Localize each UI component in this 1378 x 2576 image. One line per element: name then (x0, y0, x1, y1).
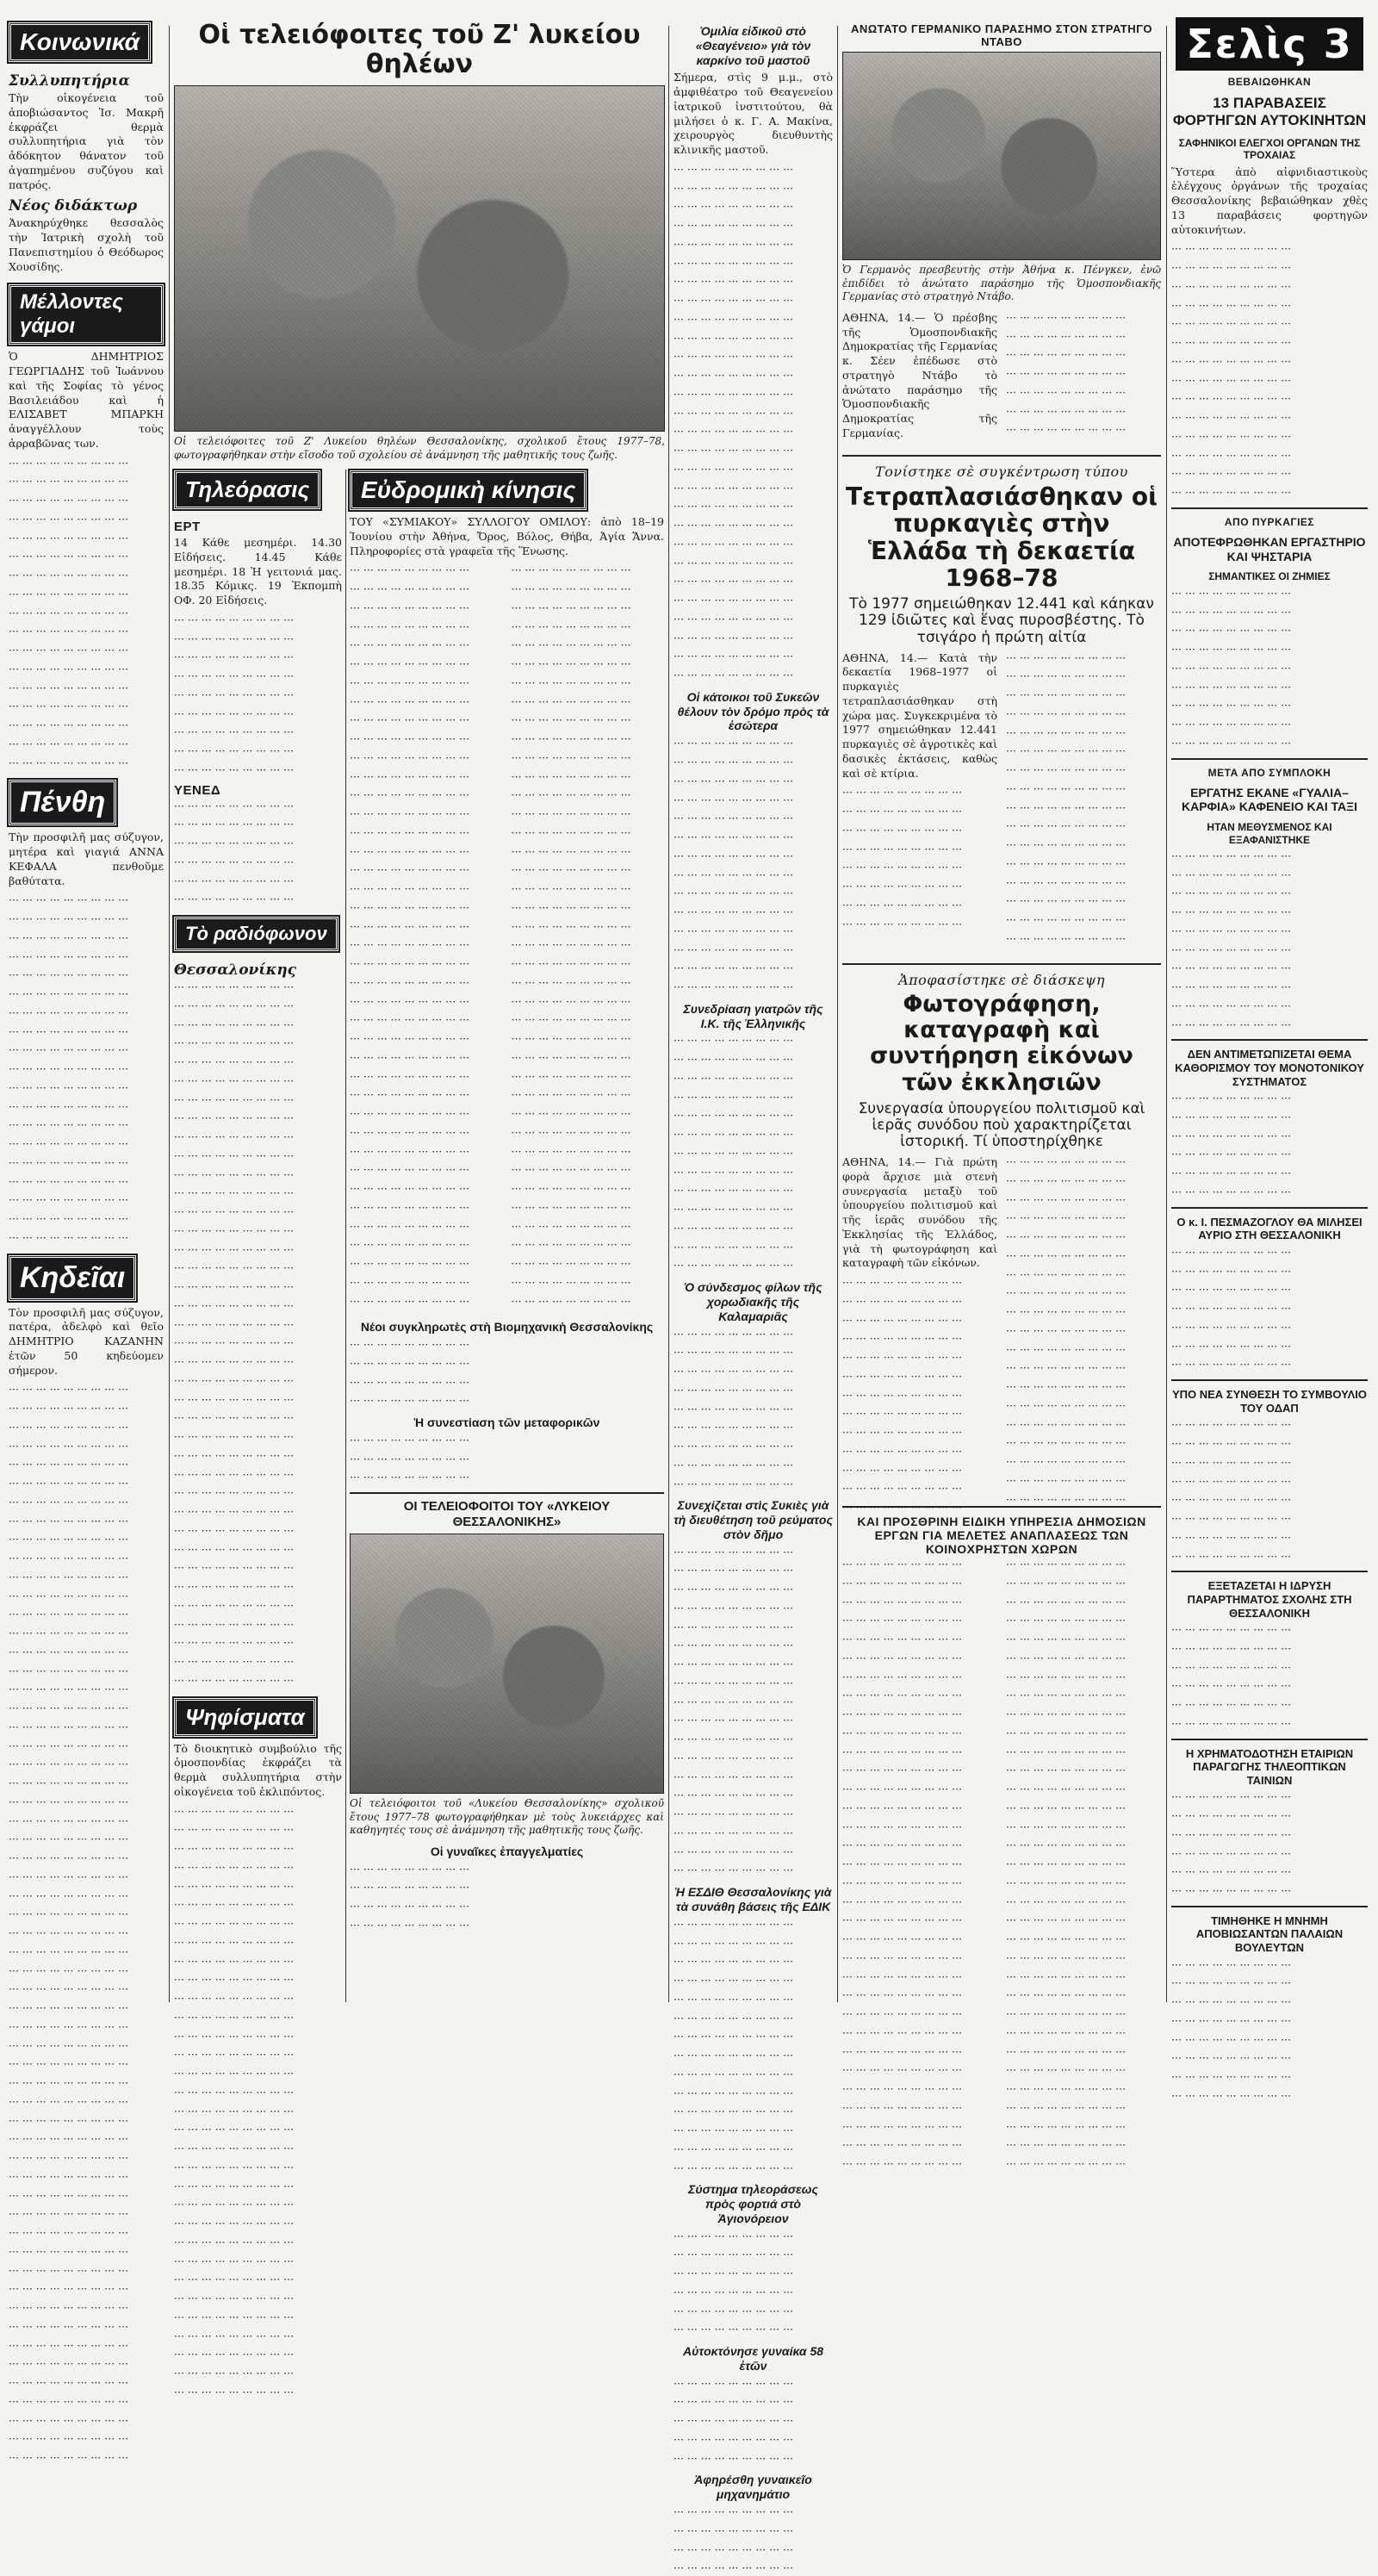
resolutions-body: ··· ··· ··· ··· ··· ··· ··· ··· ··· ··· ··· ··· ··· ··· ··· ··· ··· ··· ··· ··· ··· ··· ··· ··· ··· ··· ··· ··· ··· ··· ··· ··· ··· ··· ··· ··· ··· ··· ··· ··· ··· ··· ··· ··· ··· ··· ··· ··· ··· ··· ··· ··· ··· ··· ··· ··· ··· ··· ··· ··· ··· ··· ··· ··· ··· ··· ··· ··· ··· ··· ··· ··· ··· ··· ··· ··· ··· ··· ··· ··· ··· ··· ··· ··· ··· ··· ··· ··· ··· ··· ··· ··· ··· ··· ··· ··· ··· ··· ··· ··· ··· ··· ··· ··· ··· ··· ··· ··· ··· ··· ··· ··· ··· ··· ··· ··· ··· ··· ··· ··· ··· ··· ··· ··· ··· ··· ··· ··· ··· ··· ··· ··· ··· ··· ··· ··· ··· ··· ··· ··· ··· ··· ··· ··· ··· ··· ··· ··· ··· ··· ··· ··· ··· ··· ··· ··· ··· ··· ··· ··· ··· ··· ··· ··· ··· ··· ··· ··· ··· ··· ··· ··· ··· ··· ··· ··· ··· ··· ··· ··· ··· ··· ··· ··· ··· ··· ··· ··· ··· ··· ··· ··· ··· ··· ··· ··· ··· ··· ··· ··· ··· ··· ··· ··· ··· ··· ··· ··· ··· ··· ··· ··· ··· ··· ··· ··· ··· ··· ··· ··· ··· ··· ··· ··· ··· ··· ··· ··· ··· ··· ··· ··· ··· ··· ··· ··· ··· ··· ··· ··· ··· ··· ··· ··· ··· ··· ··· ··· ··· ··· ··· ··· ··· ··· ··· ··· ··· ··· ··· ··· ··· ··· ··· ··· ··· ··· ··· ··· ··· ··· ··· ··· ··· ··· ··· ··· ··· ··· ··· ··· ··· ··· ··· ··· ··· ··· ··· ··· (174, 1804, 295, 2399)
column-rule (1166, 26, 1167, 2002)
theft-body: ··· ··· ··· ··· ··· ··· ··· ··· ··· ··· ··· ··· ··· ··· ··· ··· ··· ··· ··· ··· ··· ··· ··· ··· ··· ··· ··· ··· ··· ··· ··· ··· ··· ··· ··· ··· (673, 2505, 794, 2575)
sykies-heading: Συνεχίζεται στὶς Συκιὲς γιὰ τὴ διευθέτηση τοῦ ρεύματος στὸν δῆμο (673, 1498, 833, 1541)
fire-body: ··· ··· ··· ··· ··· ··· ··· ··· ··· ··· ··· ··· ··· ··· ··· ··· ··· ··· ··· ··· ··· ··· ··· ··· ··· ··· ··· ··· ··· ··· ··· ··· ··· ··· ··· ··· ··· ··· ··· ··· ··· ··· ··· ··· ··· ··· ··· ··· ··· ··· ··· ··· ··· ··· ··· ··· ··· ··· ··· ··· ··· ··· ··· ··· ··· ··· ··· ··· ··· ··· ··· ··· ··· ··· ··· ··· ··· ··· ··· ··· ··· (1171, 586, 1292, 750)
school-heading: ΕΞΕΤΑΖΕΤΑΙ Η ΙΔΡΥΣΗ ΠΑΡΑΡΤΗΜΑΤΟΣ ΣΧΟΛΗΣ ΣΤΗ ΘΕΣΣΑΛΟΝΙΚΗ (1187, 1579, 1352, 1620)
right-news-column (1171, 17, 1368, 2102)
medal-photo (842, 52, 1161, 260)
public-works-story (842, 1499, 1161, 2170)
choir-heading: Ὁ σύνδεσμος φίλων τῆς χορωδιακῆς τῆς Καλαμαριᾶς (684, 1280, 822, 1323)
resolutions-text: Τὸ διοικητικὸ συμβούλιο τῆς ὁμοσπονδίας ἐκφράζει τὰ θερμὰ συλλυπητήρια στὴν οἰκογένεια τοῦ ἐκλιπόντος. (174, 1741, 342, 1798)
medal-body: ΑΘΗΝΑ, 14.— Ὁ πρέσβης τῆς Ὁμοσπονδιακῆς Δημοκρατίας τῆς Γερμανίας κ. Σέεν ἐπέδωσε στὸ στρατηγὸ Ντάβο τὸ ἀνώτατο παράσημο τῆς Ὁμοσπονδιακῆς Δημοκρατίας τῆς Γερμανίας. ··· ··· ··· ··· ··· ··· ··· ··· ··· ··· ··· ··· ··· ··· ··· ··· ··· ··· ··· ··· ··· ··· ··· ··· ··· ··· ··· ··· ··· ··· ··· ··· ··· ··· ··· ··· ··· ··· ··· ··· ··· ··· ··· ··· ··· ··· ··· ··· ··· ··· ··· ··· ··· ··· ··· ··· ··· ··· ··· ··· ··· ··· ··· (842, 310, 1127, 439)
thessaloniki-heading: Θεσσαλονίκης (174, 961, 297, 979)
fires-title: Τετραπλασιάσθηκαν οἱ πυρκαγιὲς στὴν Ἑλλάδα τὴ δεκαετία 1968–78 (846, 482, 1158, 593)
fires-body: ΑΘΗΝΑ, 14.— Κατὰ τὴν δεκαετία 1968–1977 οἱ πυρκαγιὲς τετραπλασιάσθηκαν στὴ χώρα μας. Συγκεκριμένα τὸ 1977 σημειώθηκαν 12.441 πυρκαγιὲς σὲ ἀγροτικὲς καὶ δασικὲς ἐκτάσεις, καθὼς καὶ σὲ κτίρια. ··· ··· ··· ··· ··· ··· ··· ··· ··· ··· ··· ··· ··· ··· ··· ··· ··· ··· ··· ··· ··· ··· ··· ··· ··· ··· ··· ··· ··· ··· ··· ··· ··· ··· ··· ··· ··· ··· ··· ··· ··· ··· ··· ··· ··· ··· ··· ··· ··· ··· ··· ··· ··· ··· ··· ··· ··· ··· ··· ··· ··· ··· ··· ··· ··· ··· ··· ··· ··· ··· ··· ··· ··· ··· ··· ··· ··· ··· ··· ··· ··· ··· ··· ··· ··· ··· ··· ··· ··· ··· ··· ··· ··· ··· ··· ··· ··· ··· ··· ··· ··· ··· ··· ··· ··· ··· ··· ··· ··· ··· ··· ··· ··· ··· ··· ··· ··· ··· ··· ··· ··· ··· ··· ··· ··· ··· ··· ··· ··· ··· ··· ··· ··· ··· ··· ··· ··· ··· ··· ··· ··· ··· ··· ··· ··· ··· ··· ··· ··· ··· ··· ··· ··· ··· ··· ··· ··· ··· ··· ··· ··· ··· ··· ··· ··· ··· ··· ··· ··· ··· ··· ··· ··· ··· ··· ··· ··· ··· ··· ··· ··· ··· ··· ··· ··· ··· ··· ··· ··· ··· ··· ··· ··· ··· ··· ··· ··· ··· ··· ··· ··· ··· ··· ··· ··· ··· ··· ··· ··· ··· ··· ··· ··· ··· ··· ··· (842, 650, 1127, 945)
icons-text: ΑΘΗΝΑ, 14.— Γιὰ πρώτη φορὰ ἄρχισε μιὰ στενὴ συνεργασία μεταξὺ τοῦ ὑπουργείου πολιτισμοῦ καὶ τῆς ἱερᾶς συνόδου τῆς Ἐκκλησίας τῆς Ἑλλάδος, γιὰ τὴ φωτογράφηση καὶ καταγραφὴ τῶν εἰκόνων. (842, 1155, 997, 1270)
excursions-header: Εὐδρομικὴ κίνησις (350, 470, 587, 510)
trucks-body: ··· ··· ··· ··· ··· ··· ··· ··· ··· ··· ··· ··· ··· ··· ··· ··· ··· ··· ··· ··· ··· ··· ··· ··· ··· ··· ··· ··· ··· ··· ··· ··· ··· ··· ··· ··· ··· ··· ··· ··· ··· ··· ··· ··· ··· ··· ··· ··· ··· ··· ··· ··· ··· ··· ··· ··· ··· ··· ··· ··· ··· ··· ··· ··· ··· ··· ··· ··· ··· ··· ··· ··· ··· ··· ··· ··· ··· ··· ··· ··· ··· ··· ··· ··· ··· ··· ··· ··· ··· ··· ··· ··· ··· ··· ··· ··· ··· ··· ··· ··· ··· ··· ··· ··· ··· ··· ··· ··· ··· ··· ··· ··· ··· ··· ··· ··· ··· ··· ··· ··· ··· ··· ··· ··· ··· ··· (1171, 242, 1292, 500)
yened-heading: ΥΕΝΕΔ (174, 782, 221, 798)
odap-body: ··· ··· ··· ··· ··· ··· ··· ··· ··· ··· ··· ··· ··· ··· ··· ··· ··· ··· ··· ··· ··· ··· ··· ··· ··· ··· ··· ··· ··· ··· ··· ··· ··· ··· ··· ··· ··· ··· ··· ··· ··· ··· ··· ··· ··· ··· ··· ··· ··· ··· ··· ··· ··· ··· ··· ··· ··· ··· ··· ··· ··· ··· ··· ··· ··· ··· ··· ··· ··· ··· ··· ··· (1171, 1418, 1292, 1563)
transport-heading: Ἡ συνεστίαση τῶν μεταφορικῶν (413, 1416, 600, 1430)
industry-body: ··· ··· ··· ··· ··· ··· ··· ··· ··· ··· ··· ··· ··· ··· ··· ··· ··· ··· ··· ··· ··· ··· ··· ··· ··· ··· ··· ··· ··· ··· ··· ··· ··· ··· ··· ··· (350, 1338, 470, 1408)
industry-heading: Νέοι συγκληρωτὲς στὴ Βιομηχανικὴ Θεσσαλονίκης (360, 1320, 654, 1335)
ert-body: ··· ··· ··· ··· ··· ··· ··· ··· ··· ··· ··· ··· ··· ··· ··· ··· ··· ··· ··· ··· ··· ··· ··· ··· ··· ··· ··· ··· ··· ··· ··· ··· ··· ··· ··· ··· ··· ··· ··· ··· ··· ··· ··· ··· ··· ··· ··· ··· ··· ··· ··· ··· ··· ··· ··· ··· ··· ··· ··· ··· ··· ··· ··· ··· ··· ··· ··· ··· ··· ··· ··· ··· ··· ··· ··· ··· ··· ··· ··· ··· ··· (174, 613, 295, 776)
monotonic-heading: ΔΕΝ ΑΝΤΙΜΕΤΩΠΙΖΕΤΑΙ ΘΕΜΑ ΚΑΘΟΡΙΣΜΟΥ ΤΟΥ ΜΟΝΟΤΟΝΙΚΟΥ ΣΥΣΤΗΜΑΤΟΣ (1175, 1048, 1364, 1088)
monotonic-body: ··· ··· ··· ··· ··· ··· ··· ··· ··· ··· ··· ··· ··· ··· ··· ··· ··· ··· ··· ··· ··· ··· ··· ··· ··· ··· ··· ··· ··· ··· ··· ··· ··· ··· ··· ··· ··· ··· ··· ··· ··· ··· ··· ··· ··· ··· ··· ··· ··· ··· ··· ··· ··· ··· (1171, 1092, 1292, 1198)
icons-body: ΑΘΗΝΑ, 14.— Γιὰ πρώτη φορὰ ἄρχισε μιὰ στενὴ συνεργασία μεταξὺ τοῦ ὑπουργείου πολιτισμοῦ καὶ τῆς ἱερᾶς συνόδου τῆς Ἐκκλησίας τῆς Ἑλλάδος, γιὰ τὴ φωτογράφηση καὶ καταγραφὴ τῶν εἰκόνων. ··· ··· ··· ··· ··· ··· ··· ··· ··· ··· ··· ··· ··· ··· ··· ··· ··· ··· ··· ··· ··· ··· ··· ··· ··· ··· ··· ··· ··· ··· ··· ··· ··· ··· ··· ··· ··· ··· ··· ··· ··· ··· ··· ··· ··· ··· ··· ··· ··· ··· ··· ··· ··· ··· ··· ··· ··· ··· ··· ··· ··· ··· ··· ··· ··· ··· ··· ··· ··· ··· ··· ··· ··· ··· ··· ··· ··· ··· ··· ··· ··· ··· ··· ··· ··· ··· ··· ··· ··· ··· ··· ··· ··· ··· ··· ··· ··· ··· ··· ··· ··· ··· ··· ··· ··· ··· ··· ··· ··· ··· ··· ··· ··· ··· ··· ··· ··· ··· ··· ··· ··· ··· ··· ··· ··· ··· ··· ··· ··· ··· ··· ··· ··· ··· ··· ··· ··· ··· ··· ··· ··· ··· ··· ··· ··· ··· ··· ··· ··· ··· ··· ··· ··· ··· ··· ··· ··· ··· ··· ··· ··· ··· ··· ··· ··· ··· ··· ··· ··· ··· ··· ··· ··· ··· ··· ··· ··· ··· ··· ··· ··· ··· ··· ··· ··· ··· ··· ··· ··· ··· ··· ··· ··· ··· ··· ··· ··· ··· ··· ··· ··· ··· ··· ··· ··· ··· ··· ··· ··· ··· ··· ··· ··· ··· ··· ··· ··· ··· ··· ··· ··· ··· ··· ··· ··· ··· ··· ··· ··· ··· ··· ··· ··· ··· ··· ··· ··· ··· ··· ··· ··· ··· ··· ··· ··· ··· ··· ··· ··· ··· ··· ··· ··· ··· ··· ··· ··· ··· ··· ··· ··· ··· ··· ··· ··· ··· ··· ··· ··· ··· ··· ··· ··· ··· ··· ··· ··· ··· ··· (842, 1155, 1127, 1506)
lecture-text: Σήμερα, στὶς 9 μ.μ., στὸ ἀμφιθέατρο τοῦ Θεαγενείου ἰατρικοῦ ἰνστιτούτου, θὰ μιλήσει ὁ κ. Γ. Α. Μακίνα, χειρουργὸς διευθυντὴς κλινικῆς μαστοῦ. (673, 71, 833, 157)
new-doctor-text: Ἀνακηρύχθηκε θεσσαλὸς τὴν Ἰατρικὴ σχολὴ τοῦ Πανεπιστημίου ὁ Θεόδωρος Χουσίδης. (9, 216, 164, 273)
funerals-text: Τὸν προσφιλῆ μας σύζυγον, πατέρα, ἀδελφὸ καὶ θεῖο ΔΗΜΗΤΡΙΟ ΚΑΖΑΝΗΝ ἐτῶν 50 κηδεύομεν σήμερον. (9, 1305, 164, 1377)
column-rule (345, 470, 346, 2002)
sykies-body: ··· ··· ··· ··· ··· ··· ··· ··· ··· ··· ··· ··· ··· ··· ··· ··· ··· ··· ··· ··· ··· ··· ··· ··· ··· ··· ··· ··· ··· ··· ··· ··· ··· ··· ··· ··· ··· ··· ··· ··· ··· ··· ··· ··· ··· ··· ··· ··· ··· ··· ··· ··· ··· ··· ··· ··· ··· ··· ··· ··· ··· ··· ··· ··· ··· ··· ··· ··· ··· ··· ··· ··· ··· ··· ··· ··· ··· ··· ··· ··· ··· ··· ··· ··· ··· ··· ··· ··· ··· ··· ··· ··· ··· ··· ··· ··· ··· ··· ··· ··· ··· ··· ··· ··· ··· ··· ··· ··· ··· ··· ··· ··· ··· ··· ··· ··· ··· ··· ··· ··· ··· ··· ··· ··· ··· ··· ··· ··· ··· ··· ··· ··· ··· ··· ··· ··· ··· ··· ··· ··· ··· ··· ··· ··· ··· ··· ··· ··· ··· ··· ··· ··· ··· ··· ··· ··· ··· ··· ··· ··· ··· ··· (673, 1545, 794, 1877)
ert-text: 14 Κάθε μεσημέρι. 14.30 Εἰδήσεις. 14.45 Κάθε μεσημέρι. 18 Ἡ γειτονιά μας. 18.35 Κόμικς. 19 Ἐκπομπὴ ΟΦ. 20 Εἰδήσεις. (174, 536, 342, 607)
weddings-header: Μέλλοντες γάμοι (9, 284, 164, 345)
trucks-text: Ὕστερα ἀπὸ αἰφνιδιαστικοὺς ἐλέγχους ὀργάνων τῆς τροχαίας Θεσσαλονίκης βεβαιώθηκαν χθὲς 13 παραβάσεις φορτηγῶν αὐτοκινήτων. (1171, 165, 1368, 236)
lyceum-heading: ΟΙ ΤΕΛΕΙΟΦΟΙΤΟΙ ΤΟΥ «ΛΥΚΕΙΟΥ ΘΕΣΣΑΛΟΝΙΚΗΣ» (350, 1492, 664, 1530)
german-medal-story (842, 17, 1161, 448)
lead-caption: Οἱ τελειόφοιτες τοῦ Ζ' Λυκείου θηλέων Θεσσαλονίκης, σχολικοῦ ἔτους 1977–78, φωτογραφήθηκαν στὴν εἴσοδο τοῦ σχολείου σὲ ἀνάμνηση τῆς μαθητικῆς τους ζωῆς. (174, 435, 665, 461)
residents-body: ··· ··· ··· ··· ··· ··· ··· ··· ··· ··· ··· ··· ··· ··· ··· ··· ··· ··· ··· ··· ··· ··· ··· ··· ··· ··· ··· ··· ··· ··· ··· ··· ··· ··· ··· ··· ··· ··· ··· ··· ··· ··· ··· ··· ··· ··· ··· ··· ··· ··· ··· ··· ··· ··· ··· ··· ··· ··· ··· ··· ··· ··· ··· ··· ··· ··· ··· ··· ··· ··· ··· ··· ··· ··· ··· ··· ··· ··· ··· ··· ··· ··· ··· ··· ··· ··· ··· ··· ··· ··· ··· ··· ··· ··· ··· ··· ··· ··· ··· ··· ··· ··· ··· ··· ··· ··· ··· ··· ··· ··· ··· ··· ··· ··· ··· ··· ··· ··· ··· ··· ··· ··· ··· ··· ··· ··· (673, 737, 794, 994)
brawl-heading: ΕΡΓΑΤΗΣ ΕΚΑΝΕ «ΓΥΑΛΙΑ–ΚΑΡΦΙΑ» ΚΑΦΕΝΕΙΟ ΚΑΙ ΤΑΞΙ (1181, 785, 1358, 814)
brawl-kicker: ΜΕΤΑ ΑΠΟ ΣΥΜΠΛΟΚΗ (1207, 766, 1331, 779)
tv-radio-column (174, 465, 342, 2399)
lecture-heading: Ὁμιλία εἰδικοῦ στὸ «Θεαγένειο» γιὰ τὸν καρκίνο τοῦ μαστοῦ (695, 24, 811, 67)
condolences-heading: Συλλυπητήρια (9, 72, 130, 90)
pesmazoglou-body: ··· ··· ··· ··· ··· ··· ··· ··· ··· ··· ··· ··· ··· ··· ··· ··· ··· ··· ··· ··· ··· ··· ··· ··· ··· ··· ··· ··· ··· ··· ··· ··· ··· ··· ··· ··· ··· ··· ··· ··· ··· ··· ··· ··· ··· ··· ··· ··· ··· ··· ··· ··· ··· ··· ··· ··· ··· ··· ··· ··· ··· ··· ··· (1171, 1245, 1292, 1372)
medal-banner: ΑΝΩΤΑΤΟ ΓΕΡΜΑΝΙΚΟ ΠΑΡΑΣΗΜΟ ΣΤΟΝ ΣΤΡΑΤΗΓΟ ΝΤΑΒΟ (850, 22, 1153, 48)
fires-story (842, 448, 1161, 948)
trucks-heading: 13 ΠΑΡΑΒΑΣΕΙΣ ΦΟΡΤΗΓΩΝ ΑΥΤΟΚΙΝΗΤΩΝ (1172, 95, 1367, 129)
tv-system-heading: Σύστημα τηλεοράσεως πρὸς φορτιά στὸ Ἀγιονόρειον (688, 2182, 818, 2225)
brawl-body: ··· ··· ··· ··· ··· ··· ··· ··· ··· ··· ··· ··· ··· ··· ··· ··· ··· ··· ··· ··· ··· ··· ··· ··· ··· ··· ··· ··· ··· ··· ··· ··· ··· ··· ··· ··· ··· ··· ··· ··· ··· ··· ··· ··· ··· ··· ··· ··· ··· ··· ··· ··· ··· ··· ··· ··· ··· ··· ··· ··· ··· ··· ··· ··· ··· ··· ··· ··· ··· ··· ··· ··· ··· ··· ··· ··· ··· ··· ··· ··· ··· ··· ··· ··· ··· ··· ··· ··· ··· ··· (1171, 849, 1292, 1031)
icons-title: Φωτογράφηση, καταγραφὴ καὶ συντήρηση εἰκόνων τῶν ἐκκλησιῶν (870, 991, 1133, 1096)
yened-body: ··· ··· ··· ··· ··· ··· ··· ··· ··· ··· ··· ··· ··· ··· ··· ··· ··· ··· ··· ··· ··· ··· ··· ··· ··· ··· ··· ··· ··· ··· ··· ··· ··· ··· ··· ··· ··· ··· ··· ··· ··· ··· ··· ··· ··· ··· ··· ··· ··· ··· ··· ··· ··· ··· (174, 799, 295, 906)
fires-text: ΑΘΗΝΑ, 14.— Κατὰ τὴν δεκαετία 1968–1977 οἱ πυρκαγιὲς τετραπλασιάσθηκαν στὴ χώρα μας. Συγκεκριμένα τὸ 1977 σημειώθηκαν 12.441 πυρκαγιὲς σὲ ἀγροτικὲς καὶ δασικὲς ἐκτάσεις, καθὼς καὶ σὲ κτίρια. (842, 650, 997, 780)
lead-photo (174, 85, 665, 432)
lead-title: Οἱ τελειόφοιτες τοῦ Ζ' λυκείου θηλέων (198, 20, 641, 79)
radio-header: Τὸ ραδιόφωνον (174, 917, 338, 951)
funerals-body: ··· ··· ··· ··· ··· ··· ··· ··· ··· ··· ··· ··· ··· ··· ··· ··· ··· ··· ··· ··· ··· ··· ··· ··· ··· ··· ··· ··· ··· ··· ··· ··· ··· ··· ··· ··· ··· ··· ··· ··· ··· ··· ··· ··· ··· ··· ··· ··· ··· ··· ··· ··· ··· ··· ··· ··· ··· ··· ··· ··· ··· ··· ··· ··· ··· ··· ··· ··· ··· ··· ··· ··· ··· ··· ··· ··· ··· ··· ··· ··· ··· ··· ··· ··· ··· ··· ··· ··· ··· ··· ··· ··· ··· ··· ··· ··· ··· ··· ··· ··· ··· ··· ··· ··· ··· ··· ··· ··· ··· ··· ··· ··· ··· ··· ··· ··· ··· ··· ··· ··· ··· ··· ··· ··· ··· ··· ··· ··· ··· ··· ··· ··· ··· ··· ··· ··· ··· ··· ··· ··· ··· ··· ··· ··· ··· ··· ··· ··· ··· ··· ··· ··· ··· ··· ··· ··· ··· ··· ··· ··· ··· ··· ··· ··· ··· ··· ··· ··· ··· ··· ··· ··· ··· ··· ··· ··· ··· ··· ··· ··· ··· ··· ··· ··· ··· ··· ··· ··· ··· ··· ··· ··· ··· ··· ··· ··· ··· ··· ··· ··· ··· ··· ··· ··· ··· ··· ··· ··· ··· ··· ··· ··· ··· ··· ··· ··· ··· ··· ··· ··· ··· ··· ··· ··· ··· ··· ··· ··· ··· ··· ··· ··· ··· ··· ··· ··· ··· ··· ··· ··· ··· ··· ··· ··· ··· ··· ··· ··· ··· ··· ··· ··· ··· ··· ··· ··· ··· ··· ··· ··· ··· ··· ··· ··· ··· ··· ··· ··· ··· ··· ··· ··· ··· ··· ··· ··· ··· ··· ··· ··· ··· ··· ··· ··· ··· ··· ··· ··· ··· ··· ··· ··· ··· ··· ··· ··· ··· ··· ··· ··· ··· ··· ··· ··· ··· ··· ··· ··· ··· ··· ··· ··· ··· ··· ··· ··· ··· ··· ··· ··· ··· ··· ··· ··· ··· ··· ··· ··· ··· ··· ··· ··· ··· ··· ··· ··· ··· ··· ··· ··· ··· ··· ··· ··· ··· ··· ··· ··· ··· ··· ··· ··· ··· ··· ··· ··· ··· ··· ··· ··· ··· ··· ··· ··· ··· ··· ··· ··· ··· ··· ··· ··· ··· ··· ··· ··· ··· ··· ··· ··· ··· ··· ··· ··· ··· ··· ··· ··· ··· ··· ··· ··· ··· ··· ··· ··· ··· ··· ··· ··· ··· ··· ··· ··· ··· ··· ··· ··· ··· ··· ··· ··· ··· ··· ··· ··· ··· ··· ··· ··· ··· ··· ··· ··· ··· ··· ··· ··· ··· ··· ··· ··· ··· ··· ··· ··· ··· ··· ··· ··· ··· ··· ··· ··· ··· ··· ··· ··· ··· ··· ··· ··· ··· ··· ··· ··· ··· ··· ··· ··· ··· ··· ··· ··· ··· ··· ··· ··· ··· ··· ··· ··· ··· ··· ··· ··· ··· ··· ··· ··· ··· ··· ··· ··· ··· ··· ··· ··· ··· ··· ··· ··· ··· ··· ··· ··· ··· ··· ··· ··· ··· ··· ··· ··· ··· ··· ··· ··· ··· ··· ··· ··· ··· ··· ··· ··· ··· ··· ··· ··· ··· ··· (9, 1383, 129, 2464)
theft-heading: Ἀφηρέσθη γυναικεῖο μηχανημάτιο (694, 2473, 812, 2502)
radio-body: ··· ··· ··· ··· ··· ··· ··· ··· ··· ··· ··· ··· ··· ··· ··· ··· ··· ··· ··· ··· ··· ··· ··· ··· ··· ··· ··· ··· ··· ··· ··· ··· ··· ··· ··· ··· ··· ··· ··· ··· ··· ··· ··· ··· ··· ··· ··· ··· ··· ··· ··· ··· ··· ··· ··· ··· ··· ··· ··· ··· ··· ··· ··· ··· ··· ··· ··· ··· ··· ··· ··· ··· ··· ··· ··· ··· ··· ··· ··· ··· ··· ··· ··· ··· ··· ··· ··· ··· ··· ··· ··· ··· ··· ··· ··· ··· ··· ··· ··· ··· ··· ··· ··· ··· ··· ··· ··· ··· ··· ··· ··· ··· ··· ··· ··· ··· ··· ··· ··· ··· ··· ··· ··· ··· ··· ··· ··· ··· ··· ··· ··· ··· ··· ··· ··· ··· ··· ··· ··· ··· ··· ··· ··· ··· ··· ··· ··· ··· ··· ··· ··· ··· ··· ··· ··· ··· ··· ··· ··· ··· ··· ··· ··· ··· ··· ··· ··· ··· ··· ··· ··· ··· ··· ··· ··· ··· ··· ··· ··· ··· ··· ··· ··· ··· ··· ··· ··· ··· ··· ··· ··· ··· ··· ··· ··· ··· ··· ··· ··· ··· ··· ··· ··· ··· ··· ··· ··· ··· ··· ··· ··· ··· ··· ··· ··· ··· ··· ··· ··· ··· ··· ··· ··· ··· ··· ··· ··· ··· ··· ··· ··· ··· ··· ··· ··· ··· ··· ··· ··· ··· ··· ··· ··· ··· ··· ··· ··· ··· ··· ··· ··· ··· ··· ··· ··· ··· ··· ··· ··· ··· ··· ··· ··· ··· ··· ··· ··· ··· ··· ··· ··· ··· ··· ··· ··· ··· ··· ··· ··· ··· ··· ··· ··· ··· ··· ··· ··· ··· ··· ··· ··· ··· ··· ··· ··· ··· ··· ··· ··· ··· ··· ··· ··· ··· ··· ··· ··· ··· ··· ··· ··· ··· ··· ··· ··· ··· ··· ··· ··· ··· ··· ··· ··· ··· ··· ··· ··· ··· ··· ··· ··· ··· ··· ··· ··· ··· ··· ··· ··· ··· ··· ··· (174, 980, 295, 1687)
films-body: ··· ··· ··· ··· ··· ··· ··· ··· ··· ··· ··· ··· ··· ··· ··· ··· ··· ··· ··· ··· ··· ··· ··· ··· ··· ··· ··· ··· ··· ··· ··· ··· ··· ··· ··· ··· ··· ··· ··· ··· ··· ··· ··· ··· ··· ··· ··· ··· ··· ··· ··· ··· ··· ··· (1171, 1790, 1292, 1898)
suicide-heading: Αὐτοκτόνησε γυναίκα 58 ἐτῶν (682, 2344, 824, 2373)
excursions-body: ··· ··· ··· ··· ··· ··· ··· ··· ··· ··· ··· ··· ··· ··· ··· ··· ··· ··· ··· ··· ··· ··· ··· ··· ··· ··· ··· ··· ··· ··· ··· ··· ··· ··· ··· ··· ··· ··· ··· ··· ··· ··· ··· ··· ··· ··· ··· ··· ··· ··· ··· ··· ··· ··· ··· ··· ··· ··· ··· ··· ··· ··· ··· ··· ··· ··· ··· ··· ··· ··· ··· ··· ··· ··· ··· ··· ··· ··· ··· ··· ··· ··· ··· ··· ··· ··· ··· ··· ··· ··· ··· ··· ··· ··· ··· ··· ··· ··· ··· ··· ··· ··· ··· ··· ··· ··· ··· ··· ··· ··· ··· ··· ··· ··· ··· ··· ··· ··· ··· ··· ··· ··· ··· ··· ··· ··· ··· ··· ··· ··· ··· ··· ··· ··· ··· ··· ··· ··· ··· ··· ··· ··· ··· ··· ··· ··· ··· ··· ··· ··· ··· ··· ··· ··· ··· ··· ··· ··· ··· ··· ··· ··· ··· ··· ··· ··· ··· ··· ··· ··· ··· ··· ··· ··· ··· ··· ··· ··· ··· ··· ··· ··· ··· ··· ··· ··· ··· ··· ··· ··· ··· ··· ··· ··· ··· ··· ··· ··· ··· ··· ··· ··· ··· ··· ··· ··· ··· ··· ··· ··· ··· ··· ··· ··· ··· ··· ··· ··· ··· ··· ··· ··· ··· ··· ··· ··· ··· ··· ··· ··· ··· ··· ··· ··· ··· ··· ··· ··· ··· ··· ··· ··· ··· ··· ··· ··· ··· ··· ··· ··· ··· ··· ··· ··· ··· ··· ··· ··· ··· ··· ··· ··· ··· ··· ··· ··· ··· ··· ··· ··· ··· ··· ··· ··· ··· ··· ··· ··· ··· ··· ··· ··· ··· ··· ··· ··· ··· ··· ··· ··· ··· ··· ··· ··· ··· ··· ··· ··· ··· ··· ··· ··· ··· ··· ··· ··· ··· ··· ··· ··· ··· ··· ··· ··· ··· ··· ··· ··· ··· ··· ··· ··· ··· ··· ··· ··· ··· ··· ··· ··· ··· ··· ··· ··· ··· ··· ··· ··· ··· ··· ··· ··· ··· ··· ··· ··· ··· ··· ··· ··· ··· ··· ··· ··· ··· ··· ··· ··· ··· ··· ··· ··· ··· ··· ··· ··· ··· ··· ··· ··· ··· ··· ··· ··· ··· ··· ··· ··· ··· ··· ··· ··· ··· ··· ··· ··· ··· ··· ··· ··· ··· ··· ··· ··· ··· ··· ··· ··· ··· ··· ··· ··· ··· ··· ··· ··· ··· ··· ··· ··· ··· ··· ··· ··· ··· ··· ··· ··· ··· ··· ··· ··· ··· ··· ··· ··· ··· ··· ··· ··· ··· ··· ··· ··· ··· ··· ··· ··· ··· ··· ··· ··· ··· ··· ··· ··· ··· ··· ··· ··· ··· ··· ··· ··· ··· ··· ··· ··· ··· ··· ··· ··· ··· ··· ··· ··· ··· ··· ··· ··· ··· ··· ··· ··· ··· ··· ··· ··· ··· ··· ··· ··· ··· ··· ··· ··· ··· ··· ··· ··· ··· ··· ··· ··· ··· ··· ··· ··· ··· ··· ··· ··· ··· ··· ··· ··· ··· ··· ··· ··· ··· ··· ··· ··· ··· ··· ··· ··· ··· ··· ··· ··· ··· ··· ··· ··· ··· ··· ··· ··· ··· ··· ··· ··· ··· ··· ··· ··· ··· ··· ··· ··· ··· ··· ··· ··· ··· ··· ··· ··· ··· ··· ··· ··· ··· ··· ··· ··· ··· ··· ··· ··· ··· ··· ··· ··· ··· ··· ··· ··· ··· ··· ··· ··· ··· ··· ··· ··· ··· ··· ··· ··· ··· ··· ··· ··· ··· ··· ··· ··· ··· ··· ··· ··· ··· ··· ··· ··· ··· ··· ··· ··· ··· ··· ··· ··· ··· ··· ··· ··· ··· ··· ··· ··· ··· ··· ··· ··· ··· ··· ··· ··· ··· ··· ··· ··· ··· ··· ··· ··· ··· ··· ··· ··· ··· ··· ··· ··· ··· ··· ··· ··· ··· ··· ··· ··· ··· ··· ··· ··· ··· ··· ··· ··· ··· ··· ··· ··· ··· ··· ··· ··· ··· ··· ··· ··· ··· ··· ··· ··· ··· ··· ··· ··· ··· ··· ··· ··· ··· ··· ··· ··· ··· ··· ··· ··· ··· ··· ··· ··· ··· ··· ··· ··· ··· ··· ··· ··· ··· ··· ··· ··· ··· ··· ··· ··· ··· ··· ··· ··· ··· ··· ··· ··· ··· ··· ··· ··· ··· ··· (350, 563, 631, 1308)
column-rule (169, 26, 170, 2002)
brawl-subheading: ΗΤΑΝ ΜΕΘΥΣΜΕΝΟΣ ΚΑΙ ΕΞΑΦΑΝΙΣΤΗΚΕ (1207, 821, 1332, 846)
page-number-logo: Σελὶς 3 (1176, 17, 1362, 71)
medal-caption: Ὁ Γερμανὸς πρεσβευτὴς στὴν Ἀθήνα κ. Πένγκεν, ἐνῶ ἐπιδίδει τὸ ἀνώτατο παράσημο τῆς Ὁμοσπονδιακῆς Γερμανίας στὸ στρατηγὸ Ντάβο. (842, 264, 1161, 303)
fire-heading: ΑΠΟΤΕΦΡΩΘΗΚΑΝ ΕΡΓΑΣΤΗΡΙΟ ΚΑΙ ΨΗΣΤΑΡΙΑ (1173, 534, 1366, 563)
new-doctor-heading: Νέος διδάκτωρ (9, 197, 138, 215)
fires-kicker: Τονίστηκε σὲ συγκέντρωση τύπου (875, 464, 1128, 480)
weddings-text: Ὁ ΔΗΜΗΤΡΙΟΣ ΓΕΩΡΓΙΑΔΗΣ τοῦ Ἰωάννου καὶ τῆς Σοφίας τὸ γένος Βασιλειάδου καὶ ἡ ΕΛΙΣΑΒΕΤ ΜΠΑΡΚΗ ἀναγγέλλουν τοὺς ἀρραβῶνας των. (9, 350, 164, 450)
lead-photo-story (174, 17, 665, 465)
fires-subtitle: Τὸ 1977 σημειώθηκαν 12.441 καὶ κάηκαν 129 ἰδιῶτες καὶ ἕνας πυροσβέστης. Τὸ τσιγάρο ἡ πρώτη αἰτία (849, 595, 1154, 646)
excursions-text: ΤΟΥ «ΣΥΜΙΑΚΟΥ» ΣΥΛΛΟΓΟΥ ΟΜΙΛΟΥ: ἀπὸ 18–19 Ἰουνίου στὴν Ἀθήνα, Ὄρος, Βόλος, Θήβα, Ἀγία Ἄννα. Πληροφορίες στὰ γραφεῖα τῆς Ἕνωσης. (350, 515, 664, 557)
mourning-text: Τὴν προσφιλῆ μας σύζυγον, μητέρα καὶ γιαγιά ΑΝΝΑ ΚΕΦΑΛΑ πενθοῦμε βαθύτατα. (9, 831, 164, 887)
odap-heading: ΥΠΟ ΝΕΑ ΣΥΝΘΕΣΗ ΤΟ ΣΥΜΒΟΥΛΙΟ ΤΟΥ ΟΔΑΠ (1171, 1388, 1368, 1415)
icons-story (842, 956, 1161, 1506)
medal-text: ΑΘΗΝΑ, 14.— Ὁ πρέσβης τῆς Ὁμοσπονδιακῆς Δημοκρατίας τῆς Γερμανίας κ. Σέεν ἐπέδωσε στὸ στρατηγὸ Ντάβο τὸ ἀνώτατο παράσημο τῆς Ὁμοσπονδιακῆς Δημοκρατίας τῆς Γερμανίας. (842, 310, 997, 439)
choir-body: ··· ··· ··· ··· ··· ··· ··· ··· ··· ··· ··· ··· ··· ··· ··· ··· ··· ··· ··· ··· ··· ··· ··· ··· ··· ··· ··· ··· ··· ··· ··· ··· ··· ··· ··· ··· ··· ··· ··· ··· ··· ··· ··· ··· ··· ··· ··· ··· ··· ··· ··· ··· ··· ··· ··· ··· ··· ··· ··· ··· ··· ··· ··· ··· ··· ··· ··· ··· ··· ··· ··· ··· ··· ··· ··· ··· ··· ··· ··· ··· ··· (673, 1327, 794, 1490)
esdith-body: ··· ··· ··· ··· ··· ··· ··· ··· ··· ··· ··· ··· ··· ··· ··· ··· ··· ··· ··· ··· ··· ··· ··· ··· ··· ··· ··· ··· ··· ··· ··· ··· ··· ··· ··· ··· ··· ··· ··· ··· ··· ··· ··· ··· ··· ··· ··· ··· ··· ··· ··· ··· ··· ··· ··· ··· ··· ··· ··· ··· ··· ··· ··· ··· ··· ··· ··· ··· ··· ··· ··· ··· ··· ··· ··· ··· ··· ··· ··· ··· ··· ··· ··· ··· ··· ··· ··· ··· ··· ··· ··· ··· ··· ··· ··· ··· ··· ··· ··· ··· ··· ··· ··· ··· ··· ··· ··· ··· ··· ··· ··· ··· ··· ··· ··· ··· ··· ··· ··· ··· ··· ··· ··· ··· ··· ··· (673, 1917, 794, 2175)
fire-subheading: ΣΗΜΑΝΤΙΚΕΣ ΟΙ ΖΗΜΙΕΣ (1208, 570, 1331, 583)
icons-subtitle: Συνεργασία ὑπουργείου πολιτισμοῦ καὶ ἱερᾶς συνόδου ποὺ χαρακτηρίζεται ἱστορική. Τί ὑποστηρίχθηκε (858, 1099, 1145, 1150)
mourning-header: Πένθη (9, 780, 116, 825)
social-header: Κοινωνικά (9, 22, 151, 62)
funerals-header: Κηδεῖαι (9, 1255, 136, 1301)
mourning-body: ··· ··· ··· ··· ··· ··· ··· ··· ··· ··· ··· ··· ··· ··· ··· ··· ··· ··· ··· ··· ··· ··· ··· ··· ··· ··· ··· ··· ··· ··· ··· ··· ··· ··· ··· ··· ··· ··· ··· ··· ··· ··· ··· ··· ··· ··· ··· ··· ··· ··· ··· ··· ··· ··· ··· ··· ··· ··· ··· ··· ··· ··· ··· ··· ··· ··· ··· ··· ··· ··· ··· ··· ··· ··· ··· ··· ··· ··· ··· ··· ··· ··· ··· ··· ··· ··· ··· ··· ··· ··· ··· ··· ··· ··· ··· ··· ··· ··· ··· ··· ··· ··· ··· ··· ··· ··· ··· ··· ··· ··· ··· ··· ··· ··· ··· ··· ··· ··· ··· ··· ··· ··· ··· ··· ··· ··· ··· ··· ··· ··· ··· ··· ··· ··· ··· ··· ··· ··· ··· ··· ··· ··· ··· ··· ··· ··· ··· ··· ··· ··· ··· ··· ··· ··· ··· ··· ··· ··· ··· ··· ··· ··· ··· ··· ··· ··· ··· ··· ··· ··· ··· (9, 893, 129, 1244)
condolences-text: Τὴν οἰκογένεια τοῦ ἀποβιώσαντος Ἰσ. Μακρῆ ἐκφράζει θερμὰ συλλυπητήρια γιὰ τὸν ἀδόκητον θάνατον τοῦ ἀγαπημένου συζύγου καὶ πατρός. (9, 91, 164, 191)
weddings-body: ··· ··· ··· ··· ··· ··· ··· ··· ··· ··· ··· ··· ··· ··· ··· ··· ··· ··· ··· ··· ··· ··· ··· ··· ··· ··· ··· ··· ··· ··· ··· ··· ··· ··· ··· ··· ··· ··· ··· ··· ··· ··· ··· ··· ··· ··· ··· ··· ··· ··· ··· ··· ··· ··· ··· ··· ··· ··· ··· ··· ··· ··· ··· ··· ··· ··· ··· ··· ··· ··· ··· ··· ··· ··· ··· ··· ··· ··· ··· ··· ··· ··· ··· ··· ··· ··· ··· ··· ··· ··· ··· ··· ··· ··· ··· ··· ··· ··· ··· ··· ··· ··· ··· ··· ··· ··· ··· ··· ··· ··· ··· ··· ··· ··· ··· ··· ··· ··· ··· ··· ··· ··· ··· ··· ··· ··· ··· ··· ··· ··· ··· ··· ··· ··· ··· ··· ··· ··· ··· ··· ··· ··· ··· ··· ··· ··· ··· ··· ··· ··· ··· ··· ··· (9, 456, 129, 769)
pesmazoglou-heading: Ο κ. Ι. ΠΕΣΜΑΖΟΓΛΟΥ ΘΑ ΜΙΛΗΣΕΙ ΑΥΡΙΟ ΣΤΗ ΘΕΣΣΑΛΟΝΙΚΗ (1176, 1215, 1362, 1242)
trucks-kicker: ΒΕΒΑΙΩΘΗΚΑΝ (1227, 76, 1312, 88)
mps-heading: ΤΙΜΗΘΗΚΕ Η ΜΝΗΜΗ ΑΠΟΒΙΩΣΑΝΤΩΝ ΠΑΛΑΙΩΝ ΒΟΥΛΕΥΤΩΝ (1195, 1913, 1344, 1955)
icons-kicker: Ἀποφασίστηκε σὲ διάσκεψη (898, 972, 1105, 988)
lyceum-photo (350, 1534, 664, 1794)
local-news-column (673, 17, 833, 2575)
lyceum-caption: Οἱ τελειόφοιτοι τοῦ «Λυκείου Θεσσαλονίκης» σχολικοῦ ἔτους 1977–78 φωτογραφήθηκαν μὲ τοὺς λυκειάρχες καὶ καθηγητές τους σὲ ἀνάμνηση τῆς μαθητικῆς τους ζωῆς. (350, 1797, 664, 1837)
public-works-body: ··· ··· ··· ··· ··· ··· ··· ··· ··· ··· ··· ··· ··· ··· ··· ··· ··· ··· ··· ··· ··· ··· ··· ··· ··· ··· ··· ··· ··· ··· ··· ··· ··· ··· ··· ··· ··· ··· ··· ··· ··· ··· ··· ··· ··· ··· ··· ··· ··· ··· ··· ··· ··· ··· ··· ··· ··· ··· ··· ··· ··· ··· ··· ··· ··· ··· ··· ··· ··· ··· ··· ··· ··· ··· ··· ··· ··· ··· ··· ··· ··· ··· ··· ··· ··· ··· ··· ··· ··· ··· ··· ··· ··· ··· ··· ··· ··· ··· ··· ··· ··· ··· ··· ··· ··· ··· ··· ··· ··· ··· ··· ··· ··· ··· ··· ··· ··· ··· ··· ··· ··· ··· ··· ··· ··· ··· ··· ··· ··· ··· ··· ··· ··· ··· ··· ··· ··· ··· ··· ··· ··· ··· ··· ··· ··· ··· ··· ··· ··· ··· ··· ··· ··· ··· ··· ··· ··· ··· ··· ··· ··· ··· ··· ··· ··· ··· ··· ··· ··· ··· ··· ··· ··· ··· ··· ··· ··· ··· ··· ··· ··· ··· ··· ··· ··· ··· ··· ··· ··· ··· ··· ··· ··· ··· ··· ··· ··· ··· ··· ··· ··· ··· ··· ··· ··· ··· ··· ··· ··· ··· ··· ··· ··· ··· ··· ··· ··· ··· ··· ··· ··· ··· ··· ··· ··· ··· ··· ··· ··· ··· ··· ··· ··· ··· ··· ··· ··· ··· ··· ··· ··· ··· ··· ··· ··· ··· ··· ··· ··· ··· ··· ··· ··· ··· ··· ··· ··· ··· ··· ··· ··· ··· ··· ··· ··· ··· ··· ··· ··· ··· ··· ··· ··· ··· ··· ··· ··· ··· ··· ··· ··· ··· ··· ··· ··· ··· ··· ··· ··· ··· ··· ··· ··· ··· ··· ··· ··· ··· ··· ··· ··· ··· ··· ··· ··· ··· ··· ··· ··· ··· ··· ··· ··· ··· ··· ··· ··· ··· ··· ··· ··· ··· ··· ··· ··· ··· ··· ··· ··· ··· ··· ··· ··· ··· ··· ··· ··· ··· ··· ··· ··· ··· ··· ··· ··· ··· ··· ··· ··· ··· ··· ··· ··· ··· ··· ··· ··· ··· ··· ··· ··· ··· ··· ··· ··· ··· ··· ··· ··· ··· ··· ··· ··· ··· ··· ··· ··· ··· ··· ··· ··· ··· ··· ··· ··· ··· ··· ··· ··· ··· ··· ··· ··· ··· ··· ··· ··· ··· ··· ··· ··· ··· ··· ··· ··· ··· ··· ··· ··· ··· ··· ··· ··· ··· ··· ··· ··· ··· ··· ··· ··· ··· ··· ··· ··· ··· ··· ··· ··· ··· ··· ··· ··· ··· ··· ··· ··· ··· ··· ··· ··· ··· ··· ··· ··· ··· ··· ··· ··· ··· ··· ··· ··· ··· ··· ··· ··· ··· ··· ··· ··· ··· ··· ··· ··· ··· ··· ··· ··· ··· ··· ··· ··· ··· ··· ··· ··· ··· ··· ··· ··· ··· ··· ··· ··· ··· ··· ··· ··· ··· ··· ··· ··· ··· ··· ··· ··· ··· ··· ··· ··· ··· ··· ··· ··· ··· ··· ··· ··· ··· ··· ··· ··· ··· ··· ··· ··· ··· ··· ··· ··· ··· ··· ··· ··· ··· ··· ··· ··· ··· ··· ··· ··· ··· ··· ··· ··· ··· ··· ··· ··· ··· ··· ··· ··· ··· ··· ··· ··· ··· ··· ··· ··· ··· ··· ··· ··· ··· ··· ··· ··· ··· ··· ··· ··· ··· ··· ··· ··· ··· ··· ··· ··· ··· ··· ··· ··· ··· ··· ··· ··· ··· ··· ··· ··· ··· ··· ··· ··· ··· ··· ··· ··· ··· (842, 1558, 1127, 2170)
esdith-heading: Ἡ ΕΣΔΙΘ Θεσσαλονίκης γιὰ τὰ συνάθη βάσεις τῆς ΕΔΙΚ (674, 1885, 832, 1913)
column-rule (668, 26, 669, 2002)
social-column (9, 17, 164, 2464)
doctors-body: ··· ··· ··· ··· ··· ··· ··· ··· ··· ··· ··· ··· ··· ··· ··· ··· ··· ··· ··· ··· ··· ··· ··· ··· ··· ··· ··· ··· ··· ··· ··· ··· ··· ··· ··· ··· ··· ··· ··· ··· ··· ··· ··· ··· ··· ··· ··· ··· ··· ··· ··· ··· ··· ··· ··· ··· ··· ··· ··· ··· ··· ··· ··· ··· ··· ··· ··· ··· ··· ··· ··· ··· ··· ··· ··· ··· ··· ··· ··· ··· ··· ··· ··· ··· ··· ··· ··· ··· ··· ··· ··· ··· ··· ··· ··· ··· ··· ··· ··· ··· ··· ··· ··· ··· ··· ··· ··· ··· ··· ··· ··· ··· ··· ··· ··· ··· ··· (673, 1034, 794, 1272)
excursions-column (350, 465, 664, 2011)
suicide-body: ··· ··· ··· ··· ··· ··· ··· ··· ··· ··· ··· ··· ··· ··· ··· ··· ··· ··· ··· ··· ··· ··· ··· ··· ··· ··· ··· ··· ··· ··· ··· ··· ··· ··· ··· ··· ··· ··· ··· ··· ··· ··· ··· ··· ··· (673, 2376, 794, 2465)
column-rule (837, 26, 838, 2002)
trucks-subheading: ΣΑΦΗΝΙΚΟΙ ΕΛΕΓΧΟΙ ΟΡΓΑΝΩΝ ΤΗΣ ΤΡΟΧΑΙΑΣ (1178, 136, 1361, 162)
tv-system-body: ··· ··· ··· ··· ··· ··· ··· ··· ··· ··· ··· ··· ··· ··· ··· ··· ··· ··· ··· ··· ··· ··· ··· ··· ··· ··· ··· ··· ··· ··· ··· ··· ··· ··· ··· ··· ··· ··· ··· ··· ··· ··· ··· ··· ··· ··· ··· ··· ··· ··· ··· ··· ··· ··· (673, 2229, 794, 2336)
residents-heading: Οἱ κάτοικοι τοῦ Συκεῶν θέλουν τὸν δρόμο πρὸς τὰ ἐσώτερα (677, 689, 829, 733)
school-body: ··· ··· ··· ··· ··· ··· ··· ··· ··· ··· ··· ··· ··· ··· ··· ··· ··· ··· ··· ··· ··· ··· ··· ··· ··· ··· ··· ··· ··· ··· ··· ··· ··· ··· ··· ··· ··· ··· ··· ··· ··· ··· ··· ··· ··· ··· ··· ··· ··· ··· ··· ··· ··· ··· (1171, 1623, 1292, 1730)
films-heading: Η ΧΡΗΜΑΤΟΔΟΤΗΣΗ ΕΤΑΙΡΙΩΝ ΠΑΡΑΓΩΓΗΣ ΤΗΛΕΟΠΤΙΚΩΝ ΤΑΙΝΙΩΝ (1185, 1746, 1354, 1787)
lecture-body: ··· ··· ··· ··· ··· ··· ··· ··· ··· ··· ··· ··· ··· ··· ··· ··· ··· ··· ··· ··· ··· ··· ··· ··· ··· ··· ··· ··· ··· ··· ··· ··· ··· ··· ··· ··· ··· ··· ··· ··· ··· ··· ··· ··· ··· ··· ··· ··· ··· ··· ··· ··· ··· ··· ··· ··· ··· ··· ··· ··· ··· ··· ··· ··· ··· ··· ··· ··· ··· ··· ··· ··· ··· ··· ··· ··· ··· ··· ··· ··· ··· ··· ··· ··· ··· ··· ··· ··· ··· ··· ··· ··· ··· ··· ··· ··· ··· ··· ··· ··· ··· ··· ··· ··· ··· ··· ··· ··· ··· ··· ··· ··· ··· ··· ··· ··· ··· ··· ··· ··· ··· ··· ··· ··· ··· ··· ··· ··· ··· ··· ··· ··· ··· ··· ··· ··· ··· ··· ··· ··· ··· ··· ··· ··· ··· ··· ··· ··· ··· ··· ··· ··· ··· ··· ··· ··· ··· ··· ··· ··· ··· ··· ··· ··· ··· ··· ··· ··· ··· ··· ··· ··· ··· ··· ··· ··· ··· ··· ··· ··· ··· ··· ··· ··· ··· ··· ··· ··· ··· ··· ··· ··· ··· ··· ··· ··· ··· ··· ··· ··· ··· ··· ··· ··· ··· ··· ··· ··· ··· ··· ··· ··· ··· ··· ··· ··· ··· ··· ··· ··· ··· ··· ··· ··· ··· ··· ··· ··· ··· ··· ··· ··· ··· ··· ··· ··· ··· ··· ··· ··· ··· ··· ··· ··· ··· ··· ··· ··· ··· ··· ··· ··· (673, 162, 794, 682)
women-body: ··· ··· ··· ··· ··· ··· ··· ··· ··· ··· ··· ··· ··· ··· ··· ··· ··· ··· ··· ··· ··· ··· ··· ··· ··· ··· ··· ··· ··· ··· ··· ··· ··· ··· ··· ··· (350, 1862, 470, 1932)
doctors-heading: Συνεδρίαση γιατρῶν τῆς Ι.Κ. τῆς Ἑλληνικῆς (683, 1001, 823, 1030)
ert-heading: ΕΡΤ (174, 520, 201, 534)
women-heading: Οἱ γυναῖκες ἐπαγγελματίες (430, 1844, 584, 1858)
resolutions-header: Ψηφίσματα (174, 1698, 316, 1737)
mps-body: ··· ··· ··· ··· ··· ··· ··· ··· ··· ··· ··· ··· ··· ··· ··· ··· ··· ··· ··· ··· ··· ··· ··· ··· ··· ··· ··· ··· ··· ··· ··· ··· ··· ··· ··· ··· ··· ··· ··· ··· ··· ··· ··· ··· ··· ··· ··· ··· ··· ··· ··· ··· ··· ··· ··· ··· ··· ··· ··· ··· ··· ··· ··· ··· ··· ··· ··· ··· ··· ··· ··· ··· (1171, 1957, 1292, 2102)
public-works-heading: ΚΑΙ ΠΡΟΣΘΡΙΝΗ ΕΙΔΙΚΗ ΥΠΗΡΕΣΙΑ ΔΗΜΟΣΙΩΝ ΕΡΓΩΝ ΓΙΑ ΜΕΛΕΤΕΣ ΑΝΑΠΛΑΣΕΩΣ ΤΩΝ ΚΟΙΝΟΧΡΗΣΤΩΝ ΧΩΡΩΝ (857, 1515, 1146, 1556)
fire-kicker: ΑΠΟ ΠΥΡΚΑΓΙΕΣ (1224, 515, 1315, 528)
transport-body: ··· ··· ··· ··· ··· ··· ··· ··· ··· ··· ··· ··· ··· ··· ··· ··· ··· ··· ··· ··· ··· ··· ··· ··· ··· ··· ··· (350, 1433, 470, 1484)
tv-header: Τηλεόρασις (174, 470, 320, 509)
